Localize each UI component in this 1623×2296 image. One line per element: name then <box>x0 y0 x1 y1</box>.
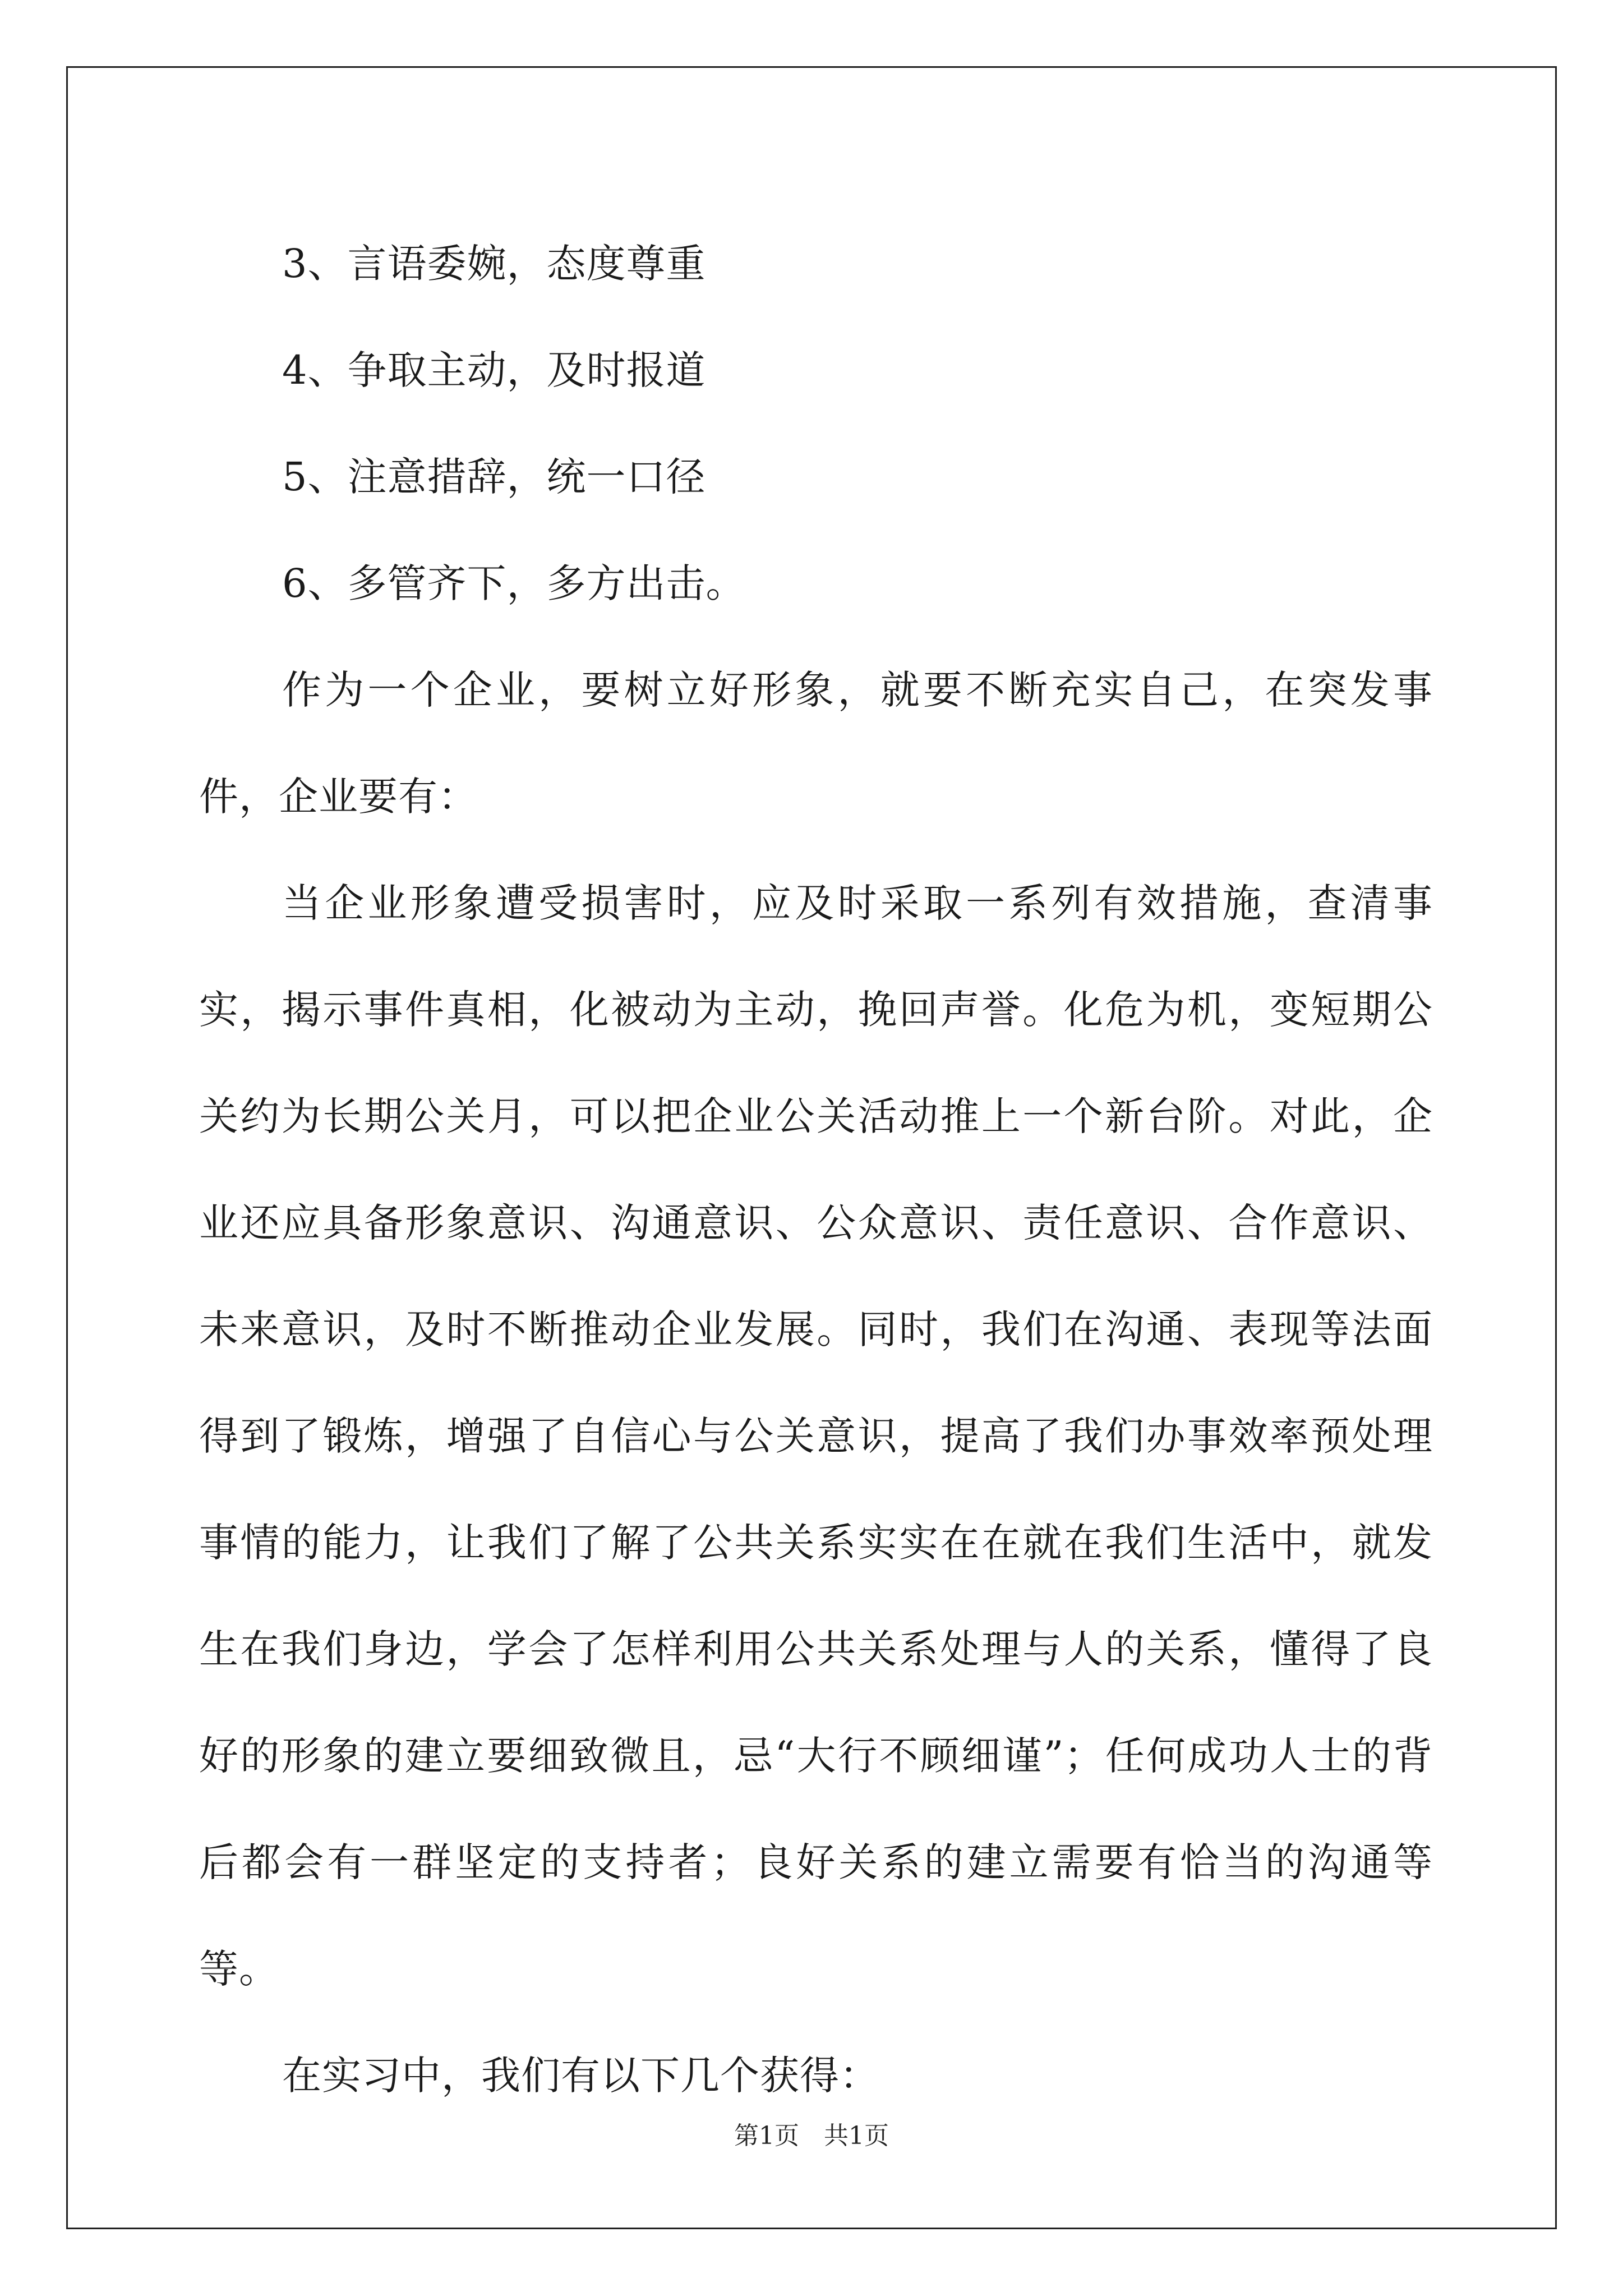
paragraph-main: 当企业形象遭受损害时，应及时采取一系列有效措施，查清事实，揭示事件真相，化被动为主动，挽回声誉。化危为机，变短期公关约为长期公关月，可以把企业公关活动推上一个新台阶。对此，企业还应具备形象意识、沟通意识、公众意识、责任意识、合作意识、未来意识，及时不断推动企业发展。同时，我们在沟通、表现等法面得到了锻炼，增强了自信心与公关意识，提高了我们办事效率预处理事情的能力，让我们了解了公共关系实实在在就在我们生活中，就发生在我们身边，学会了怎样利用公共关系处理与人的关系，懂得了良好的形象的建立要细致微且，忌“大行不顾细谨”；任何成功人士的背后都会有一群坚定的支持者；良好关系的建立需要有恰当的沟通等等。 <box>199 880 1433 1992</box>
paragraph-closing: 在实习中，我们有以下几个获得： <box>282 2053 879 2099</box>
paragraph-intro: 作为一个企业，要树立好形象，就要不断充实自己，在突发事件，企业要有： <box>199 667 1433 820</box>
page-footer: 第1页 共1页 <box>734 2122 889 2150</box>
list-item-6: 6、多管齐下，多方出击。 <box>282 560 746 606</box>
list-item-3: 3、言语委婉，态度尊重 <box>282 241 706 287</box>
list-item-4: 4、争取主动，及时报道 <box>282 347 706 393</box>
list-item-5: 5、注意措辞，统一口径 <box>282 454 706 500</box>
document-body <box>199 210 1433 2129</box>
